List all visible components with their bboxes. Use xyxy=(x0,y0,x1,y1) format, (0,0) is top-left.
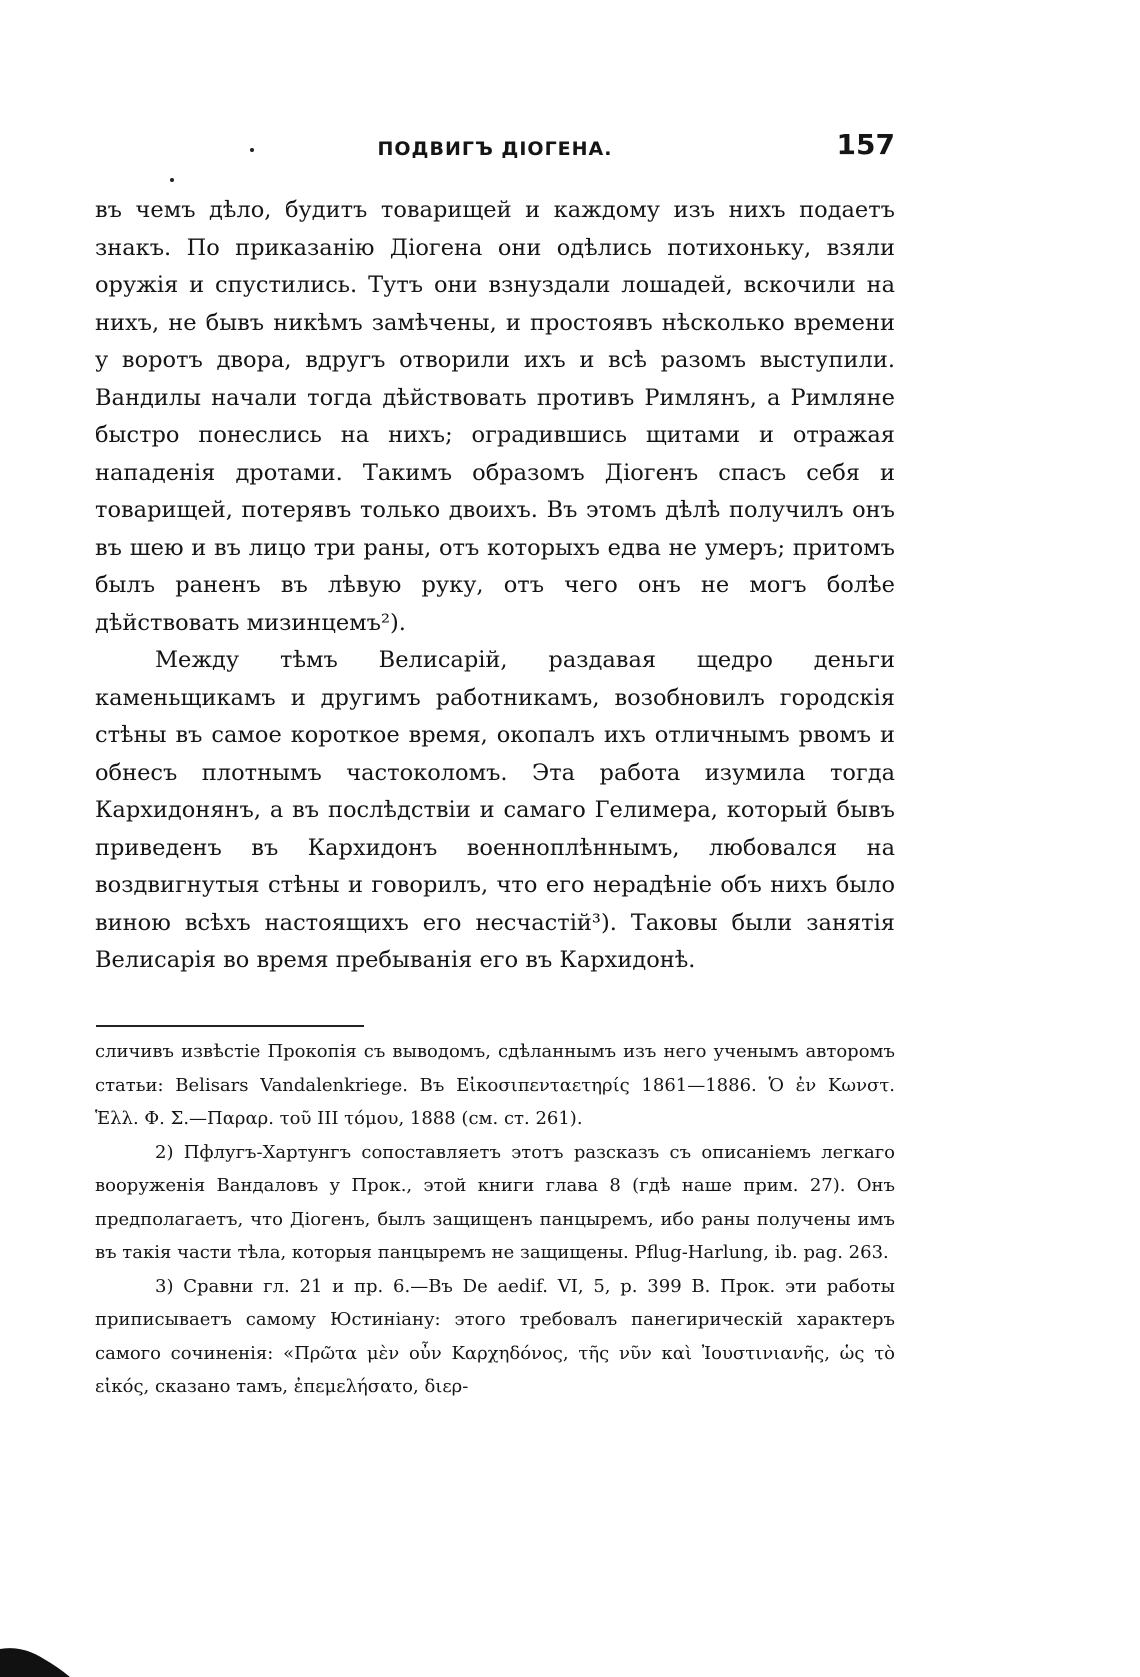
paragraph: въ чемъ дѣло, будитъ товарищей и каждому изъ нихъ подаетъ знакъ. По приказанію Діогена они одѣлись потихоньку, взяли оружія и спустились. Тутъ они взнуздали лошадей, вскочили на нихъ, не бывъ никѣмъ замѣчены, и простоявъ нѣсколько времени у воротъ двора, вдругъ отворили ихъ и всѣ разомъ выступили. Вандилы начали тогда дѣйствовать противъ Римлянъ, а Римляне быстро понеслись на нихъ; оградившись щитами и отражая нападенія дротами. Такимъ образомъ Діогенъ спасъ себя и товарищей, потерявъ только двоихъ. Въ этомъ дѣлѣ получилъ онъ въ шею и въ лицо три раны, отъ которыхъ едва не умеръ; притомъ былъ раненъ въ лѣвую руку, отъ чего онъ не могъ болѣе дѣйствовать мизинцемъ²). xyxy=(95,197,895,636)
footnote: 2) Пфлугъ-Хартунгъ сопоставляетъ этотъ разсказъ съ описаніемъ легкаго вооруженія Вандаловъ у Прок., этой книги глава 8 (гдѣ наше прим. 27). Онъ предполагаетъ, что Діогенъ, былъ защищенъ панцыремъ, ибо раны получены имъ въ такія части тѣла, которыя панцыремъ не защищены. Pflug-Harlung, ib. pag. 263. xyxy=(95,1141,895,1263)
page-number: 157 xyxy=(836,128,895,161)
running-head xyxy=(95,128,895,168)
main-text xyxy=(95,192,895,980)
paragraph: Между тѣмъ Велисарій, раздавая щедро деньги каменьщикамъ и другимъ работникамъ, возобновилъ городскія стѣны въ самое короткое время, окопалъ ихъ отличнымъ рвомъ и обнесъ плотнымъ частоколомъ. Эта работа изумила тогда Кархидонянъ, а въ послѣдствіи и самаго Гелимера, который бывъ приведенъ въ Кархидонъ военноплѣннымъ, любовался на воздвигнутыя стѣны и говорилъ, что его нерадѣніе объ нихъ было виною всѣхъ настоящихъ его несчастій³). Таковы были занятія Велисарія во время пребыванія его въ Кархидонѣ. xyxy=(95,647,895,973)
footnote: сличивъ извѣстіе Прокопія съ выводомъ, сдѣланнымъ изъ него ученымъ авторомъ статьи: Belisars Vandalenkriege. Въ Εἰκοσιπενταετηρίς 1861—1886. Ὁ ἐν Κωνστ. Ἑλλ. Φ. Σ.—Παραρ. τοῦ III τόμου, 1888 (см. ст. 261). xyxy=(95,1041,895,1129)
scan-edge-mark xyxy=(0,1617,80,1677)
head-ornament-dot xyxy=(170,178,174,182)
footnote-divider xyxy=(96,1025,364,1027)
footnotes xyxy=(95,1035,895,1404)
running-title: ПОДВИГЪ ДІОГЕНА. xyxy=(377,138,613,160)
footnote: 3) Сравни гл. 21 и пр. 6.—Въ De aedif. VI, 5, p. 399 В. Прок. эти работы приписываетъ самому Юстиніану: этого требовалъ панегирическій характеръ самого сочиненія: «Πρῶτα μὲν οὖν Καρχηδόνος, τῆς νῦν καὶ Ἰουστινιανῆς, ὡς τὸ εἰκός, сказано тамъ, ἐπεμελήσατο, διερ- xyxy=(95,1275,895,1397)
